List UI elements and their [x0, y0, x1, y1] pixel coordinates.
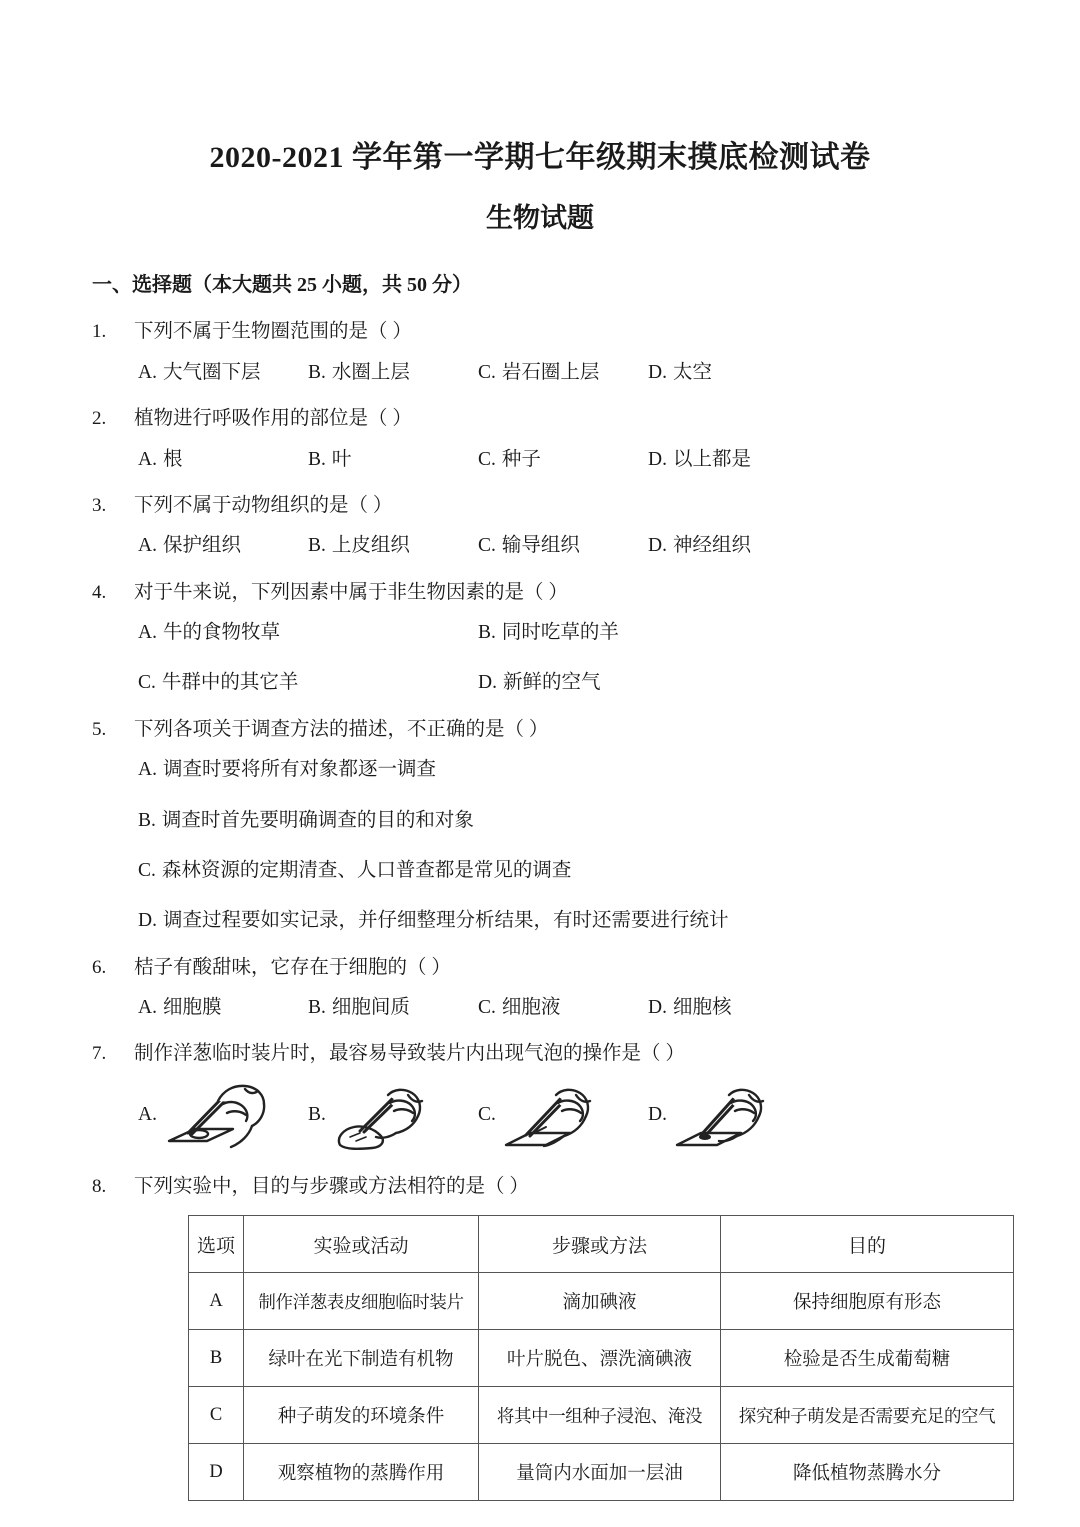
- option-d[interactable]: [648, 361, 818, 385]
- option-a[interactable]: [138, 996, 308, 1020]
- option-label: 细胞膜: [162, 997, 222, 1019]
- option-letter: B.: [138, 809, 156, 831]
- option-c[interactable]: [478, 361, 648, 385]
- question-number: 1.: [92, 321, 107, 343]
- option-label: 种子: [501, 448, 541, 470]
- option-b[interactable]: [478, 621, 818, 645]
- question-stem: [92, 1175, 1080, 1199]
- option-letter: C.: [478, 997, 496, 1019]
- option-d[interactable]: [648, 448, 818, 472]
- column-header-method: 步骤或方法: [479, 1216, 721, 1273]
- option-c[interactable]: [478, 1077, 648, 1153]
- option-c[interactable]: [138, 859, 1080, 883]
- cell-purpose: 保持细胞原有形态: [721, 1273, 1014, 1330]
- option-label: 细胞间质: [331, 997, 410, 1019]
- option-letter: D.: [648, 997, 667, 1019]
- option-letter: B.: [308, 1103, 326, 1125]
- option-letter: A.: [138, 1103, 157, 1125]
- option-group: [92, 361, 1080, 385]
- question-stem: [92, 956, 1080, 980]
- option-a[interactable]: [138, 1077, 308, 1153]
- option-b[interactable]: [308, 996, 478, 1020]
- option-letter: C.: [478, 535, 496, 557]
- experiment-comparison-table: [188, 1215, 1014, 1501]
- option-letter: B.: [308, 361, 326, 383]
- option-label: 调查过程要如实记录，并仔细整理分析结果，有时还需要进行统计: [162, 910, 729, 932]
- question-number: 3.: [92, 494, 107, 516]
- option-letter: C.: [478, 448, 496, 470]
- option-b[interactable]: [138, 809, 1080, 833]
- option-label: 细胞液: [501, 997, 561, 1019]
- option-label: 保护组织: [162, 535, 241, 557]
- cell-method: 将其中一组种子浸泡、淹没: [479, 1387, 721, 1444]
- option-letter: D.: [648, 535, 667, 557]
- option-d[interactable]: [478, 671, 818, 695]
- option-d[interactable]: [648, 996, 818, 1020]
- question-text: 下列实验中，目的与步骤或方法相符的是（ ）: [134, 1175, 529, 1197]
- option-letter: D.: [648, 361, 667, 383]
- cell-purpose: 降低植物蒸腾水分: [721, 1444, 1014, 1501]
- column-header-purpose: 目的: [721, 1216, 1014, 1273]
- option-c[interactable]: [478, 996, 648, 1020]
- cell-method: 量筒内水面加一层油: [479, 1444, 721, 1501]
- option-letter: A.: [138, 759, 157, 781]
- option-label: 岩石圈上层: [501, 361, 600, 383]
- option-c[interactable]: [478, 448, 648, 472]
- option-label: 森林资源的定期清查、人口普查都是常见的调查: [161, 859, 572, 881]
- option-label: 上皮组织: [331, 535, 410, 557]
- question-number: 6.: [92, 956, 107, 978]
- question-6: [0, 956, 1080, 1021]
- question-8: [0, 1175, 1080, 1501]
- option-letter: B.: [308, 448, 326, 470]
- cell-option: B: [189, 1330, 244, 1387]
- option-letter: B.: [478, 622, 496, 644]
- cell-experiment: 观察植物的蒸腾作用: [244, 1444, 479, 1501]
- option-letter: A.: [138, 997, 157, 1019]
- column-header-experiment: 实验或活动: [244, 1216, 479, 1273]
- cell-purpose: 探究种子萌发是否需要充足的空气: [721, 1387, 1014, 1444]
- cell-experiment: 制作洋葱表皮细胞临时装片: [244, 1273, 479, 1330]
- question-3: [0, 494, 1080, 559]
- option-d[interactable]: [648, 1077, 818, 1153]
- cell-method: 叶片脱色、漂洗滴碘液: [479, 1330, 721, 1387]
- option-group: [92, 621, 1080, 696]
- option-label: 同时吃草的羊: [501, 622, 619, 644]
- table-header-row: [189, 1216, 1014, 1273]
- option-b[interactable]: [308, 534, 478, 558]
- question-text: 下列不属于生物圈范围的是（ ）: [134, 321, 412, 343]
- page-subtitle: 生物试题: [486, 203, 594, 233]
- cell-purpose: 检验是否生成葡萄糖: [721, 1330, 1014, 1387]
- table-row[interactable]: [189, 1444, 1014, 1501]
- hand-tweezers-slide-drop-illustration: [161, 1077, 291, 1153]
- section-heading: 一、选择题（本大题共 25 小题，共 50 分）: [92, 274, 472, 297]
- question-5: [0, 718, 1080, 934]
- option-a[interactable]: [138, 621, 478, 645]
- question-text: 植物进行呼吸作用的部位是（ ）: [134, 408, 412, 430]
- question-number: 8.: [92, 1175, 107, 1197]
- cell-method: 滴加碘液: [479, 1273, 721, 1330]
- cell-experiment: 绿叶在光下制造有机物: [244, 1330, 479, 1387]
- option-label: 牛群中的其它羊: [161, 672, 299, 694]
- option-b[interactable]: [308, 1077, 478, 1153]
- question-list: [0, 320, 1080, 1501]
- question-number: 2.: [92, 408, 107, 430]
- option-a[interactable]: [138, 534, 308, 558]
- option-label: 调查时要将所有对象都逐一调查: [162, 759, 436, 781]
- option-label: 太空: [672, 361, 712, 383]
- option-d[interactable]: [648, 534, 818, 558]
- question-number: 5.: [92, 718, 107, 740]
- option-label: 根: [162, 448, 183, 470]
- option-label: 水圈上层: [331, 361, 410, 383]
- question-7: [0, 1042, 1080, 1152]
- option-letter: B.: [308, 997, 326, 1019]
- option-label: 以上都是: [672, 448, 751, 470]
- question-text: 制作洋葱临时装片时，最容易导致装片内出现气泡的操作是（ ）: [134, 1043, 685, 1065]
- question-stem: [92, 1042, 1080, 1066]
- option-group-pictures: [92, 1077, 1080, 1153]
- cell-option: A: [189, 1273, 244, 1330]
- cell-option: C: [189, 1387, 244, 1444]
- option-label: 神经组织: [672, 535, 751, 557]
- hand-tweezers-slide-press-illustration: [671, 1077, 801, 1153]
- option-label: 牛的食物牧草: [162, 622, 280, 644]
- question-number: 7.: [92, 1043, 107, 1065]
- option-label: 大气圈下层: [162, 361, 261, 383]
- question-stem: [92, 494, 1080, 518]
- option-b[interactable]: [308, 361, 478, 385]
- question-4: [0, 581, 1080, 696]
- table-row[interactable]: [189, 1273, 1014, 1330]
- option-letter: C.: [138, 672, 156, 694]
- option-label: 叶: [331, 448, 352, 470]
- option-letter: A.: [138, 361, 157, 383]
- question-stem: [92, 407, 1080, 431]
- option-letter: C.: [138, 859, 156, 881]
- option-letter: D.: [138, 910, 157, 932]
- question-number: 4.: [92, 581, 107, 603]
- cell-option: D: [189, 1444, 244, 1501]
- option-letter: D.: [648, 1103, 667, 1125]
- option-a[interactable]: [138, 361, 308, 385]
- question-text: 对于牛来说，下列因素中属于非生物因素的是（ ）: [134, 581, 568, 603]
- option-a[interactable]: [138, 758, 1080, 782]
- question-stem: [92, 581, 1080, 605]
- option-letter: A.: [138, 622, 157, 644]
- option-letter: C.: [478, 361, 496, 383]
- option-c[interactable]: [138, 671, 478, 695]
- option-letter: A.: [138, 448, 157, 470]
- question-2: [0, 407, 1080, 472]
- option-letter: D.: [648, 448, 667, 470]
- hand-tweezers-slide-cover-illustration: [500, 1077, 630, 1153]
- option-letter: C.: [478, 1103, 496, 1125]
- question-1: [0, 320, 1080, 385]
- option-letter: A.: [138, 535, 157, 557]
- option-d[interactable]: [138, 909, 1080, 933]
- page-title: 2020-2021 学年第一学期七年级期末摸底检测试卷: [209, 141, 871, 174]
- option-group: [92, 996, 1080, 1020]
- option-group: [92, 758, 1080, 934]
- table-row[interactable]: [189, 1330, 1014, 1387]
- question-text: 桔子有酸甜味，它存在于细胞的（ ）: [134, 956, 451, 978]
- option-label: 输导组织: [501, 535, 580, 557]
- option-label: 调查时首先要明确调查的目的和对象: [161, 809, 474, 831]
- question-stem: [92, 320, 1080, 344]
- question-text: 下列不属于动物组织的是（ ）: [134, 494, 393, 516]
- hand-tweezers-tissue-illustration: [330, 1077, 460, 1153]
- option-letter: D.: [478, 672, 497, 694]
- option-a[interactable]: [138, 448, 308, 472]
- option-group: [92, 448, 1080, 472]
- question-stem: [92, 718, 1080, 742]
- question-text: 下列各项关于调查方法的描述，不正确的是（ ）: [134, 718, 549, 740]
- column-header-option: 选项: [189, 1216, 244, 1273]
- option-letter: B.: [308, 535, 326, 557]
- question-8-table-wrapper: [92, 1215, 1080, 1501]
- cell-experiment: 种子萌发的环境条件: [244, 1387, 479, 1444]
- option-c[interactable]: [478, 534, 648, 558]
- option-b[interactable]: [308, 448, 478, 472]
- option-label: 细胞核: [672, 997, 732, 1019]
- option-group: [92, 534, 1080, 558]
- table-row[interactable]: [189, 1387, 1014, 1444]
- option-label: 新鲜的空气: [502, 672, 601, 694]
